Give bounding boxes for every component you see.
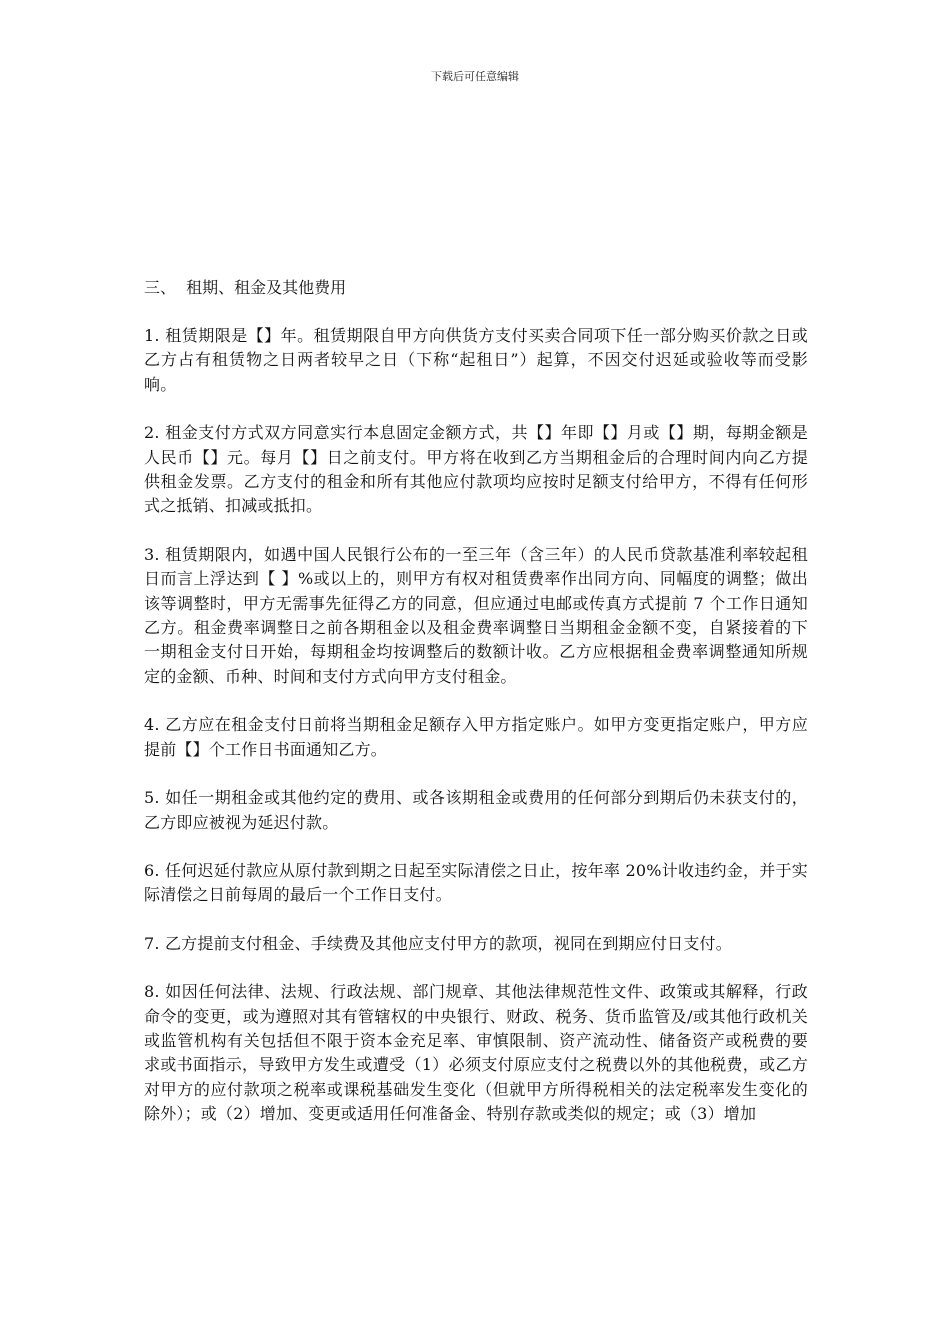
- clause-3-rate-adjustment: 3. 租赁期限内，如遇中国人民银行公布的一至三年（含三年）的人民币贷款基准利率较起租日而言上浮达到【 】%或以上的，则甲方有权对租赁费率作出同方向、同幅度的调整；做出该等调整时，甲方无需事先征得乙方的同意，但应通过电邮或传真方式提前 7 个工作日通知乙方。租金费率调整日之前各期租金以及租金费率调整日当期租金金额不变，自紧接着的下一期租金支付日开始，每期租金均按调整后的数额计收。乙方应根据租金费率调整通知所规定的金额、币种、时间和支付方式向甲方支付租金。: [144, 544, 808, 686]
- clause-8-regulatory-change: 8. 如因任何法律、法规、行政法规、部门规章、其他法律规范性文件、政策或其解释，行政命令的变更，或为遵照对其有管辖权的中央银行、财政、税务、货币监管及/或其他行政机关或监管机构有关包括但不限于资本金充足率、审慎限制、资产流动性、储备资产或税费的要求或书面指示，导致甲方发生或遭受（1）必须支付原应支付之税费以外的其他税费，或乙方对甲方的应付款项之税率或课税基础发生变化（但就甲方所得税相关的法定税率发生变化的除外）；或（2）增加、变更或适用任何准备金、特别存款或类似的规定；或（3）增加: [144, 982, 808, 1124]
- page-header-note: 下载后可任意编辑: [431, 70, 519, 83]
- clause-2-rent-payment: 2. 租金支付方式双方同意实行本息固定金额方式，共【】年即【】月或【】期，每期金额是人民币【】元。每月【】日之前支付。甲方将在收到乙方当期租金后的合理时间内向乙方提供租金发票。乙方支付的租金和所有其他应付款项均应按时足额支付给甲方，不得有任何形式之抵销、扣减或抵扣。: [144, 423, 808, 516]
- clause-6-penalty: 6. 任何迟延付款应从原付款到期之日起至实际清偿之日止，按年率 20%计收违约金，并于实际清偿之日前每周的最后一个工作日支付。: [144, 860, 808, 905]
- section-heading: 三、 租期、租金及其他费用: [144, 278, 347, 297]
- clause-1-lease-term: 1. 租赁期限是【】年。租赁期限自甲方向供货方支付买卖合同项下任一部分购买价款之日或乙方占有租赁物之日两者较早之日（下称“起租日”）起算，不因交付迟延或验收等而受影响。: [144, 326, 808, 394]
- clause-4-designated-account: 4. 乙方应在租金支付日前将当期租金足额存入甲方指定账户。如甲方变更指定账户，甲方应提前【】个工作日书面通知乙方。: [144, 715, 808, 759]
- clause-7-prepayment: 7. 乙方提前支付租金、手续费及其他应支付甲方的款项，视同在到期应付日支付。: [144, 933, 732, 953]
- document-body: [144, 276, 808, 1151]
- clause-5-late-payment: 5. 如任一期租金或其他约定的费用、或各该期租金或费用的任何部分到期后仍未获支付的，乙方即应被视为延迟付款。: [144, 788, 808, 832]
